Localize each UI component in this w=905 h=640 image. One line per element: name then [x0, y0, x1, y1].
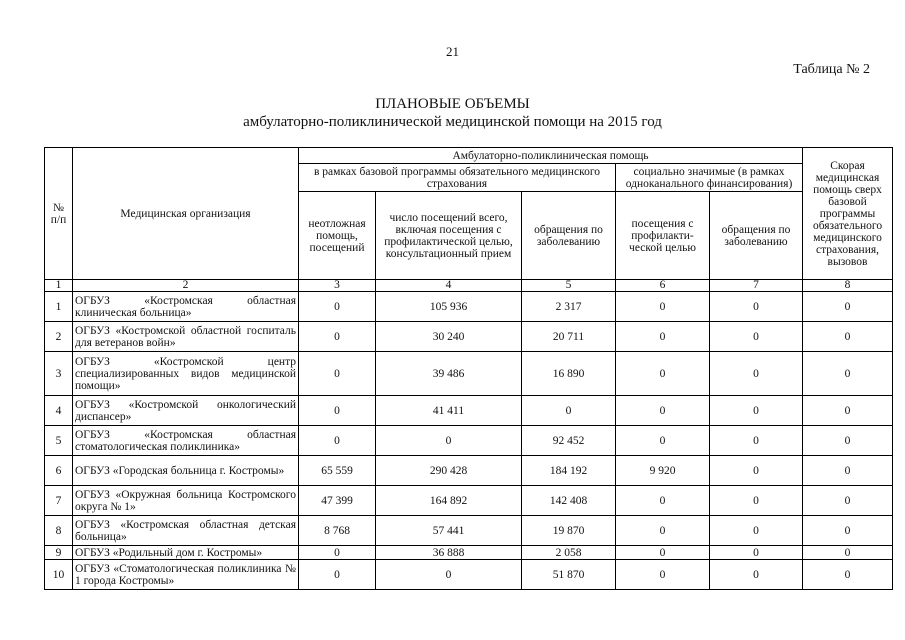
header-organization: Медицинская организация: [73, 148, 299, 280]
cell-urgent: 0: [299, 426, 376, 456]
cell-disease-appeals: 2 317: [522, 292, 616, 322]
cell-disease-appeals: 0: [522, 396, 616, 426]
header-basic-program-group: в рамках базовой программы обязательного медицинского страхования: [299, 164, 616, 192]
cell-prophylactic-visits: 0: [616, 516, 710, 546]
header-social-disease-appeals: обращения по заболеванию: [710, 192, 803, 280]
cell-emergency: 0: [803, 546, 893, 560]
table-row: [45, 486, 893, 516]
cell-disease-appeals: 51 870: [522, 560, 616, 590]
cell-emergency: 0: [803, 560, 893, 590]
column-number: 8: [803, 280, 893, 292]
planned-volumes-table: [44, 147, 893, 590]
column-number: 5: [522, 280, 616, 292]
row-number: 1: [45, 292, 73, 322]
cell-urgent: 0: [299, 546, 376, 560]
cell-emergency: 0: [803, 292, 893, 322]
organization-name: ОГБУЗ «Костромская областная детская больница»: [73, 516, 299, 546]
cell-visits-total: 0: [376, 560, 522, 590]
cell-prophylactic-visits: 0: [616, 560, 710, 590]
organization-name: ОГБУЗ «Костромская областная стоматологическая поликлиника»: [73, 426, 299, 456]
table-label: Таблица № 2: [793, 62, 870, 77]
cell-urgent: 0: [299, 560, 376, 590]
header-ambulatory-group: Амбулаторно-поликлиническая помощь: [299, 148, 803, 164]
row-number: 4: [45, 396, 73, 426]
cell-urgent: 0: [299, 322, 376, 352]
cell-prophylactic-visits: 0: [616, 322, 710, 352]
cell-emergency: 0: [803, 322, 893, 352]
cell-emergency: 0: [803, 456, 893, 486]
row-number: 8: [45, 516, 73, 546]
table-row: [45, 546, 893, 560]
cell-emergency: 0: [803, 352, 893, 396]
cell-visits-total: 0: [376, 426, 522, 456]
row-number: 5: [45, 426, 73, 456]
cell-prophylactic-visits: 0: [616, 352, 710, 396]
cell-prophylactic-visits: 0: [616, 396, 710, 426]
table-row: [45, 426, 893, 456]
row-number: 3: [45, 352, 73, 396]
organization-name: ОГБУЗ «Костромской областной госпиталь для ветеранов войн»: [73, 322, 299, 352]
column-number: 6: [616, 280, 710, 292]
header-social-group: социально значимые (в рамках одноканального финансирования): [616, 164, 803, 192]
cell-social-disease-appeals: 0: [710, 516, 803, 546]
header-num: № п/п: [45, 148, 73, 280]
row-number: 2: [45, 322, 73, 352]
cell-visits-total: 290 428: [376, 456, 522, 486]
row-number: 10: [45, 560, 73, 590]
cell-social-disease-appeals: 0: [710, 396, 803, 426]
cell-emergency: 0: [803, 486, 893, 516]
column-number: 7: [710, 280, 803, 292]
page-number: 21: [446, 44, 459, 59]
cell-social-disease-appeals: 0: [710, 426, 803, 456]
header-emergency: Скорая медицинская помощь сверх базовой программы обязательного медицинского страхования, вызовов: [803, 148, 893, 280]
column-number: 1: [45, 280, 73, 292]
cell-social-disease-appeals: 0: [710, 546, 803, 560]
cell-prophylactic-visits: 9 920: [616, 456, 710, 486]
header-visits-total: число посещений всего, включая посещения с профилактической целью, консультационный прием: [376, 192, 522, 280]
cell-prophylactic-visits: 0: [616, 426, 710, 456]
cell-urgent: 0: [299, 292, 376, 322]
cell-prophylactic-visits: 0: [616, 546, 710, 560]
table-row: [45, 396, 893, 426]
cell-visits-total: 105 936: [376, 292, 522, 322]
table-row: [45, 516, 893, 546]
cell-urgent: 0: [299, 396, 376, 426]
cell-social-disease-appeals: 0: [710, 292, 803, 322]
cell-social-disease-appeals: 0: [710, 560, 803, 590]
cell-visits-total: 57 441: [376, 516, 522, 546]
column-number-row: [45, 280, 893, 292]
column-number: 4: [376, 280, 522, 292]
organization-name: ОГБУЗ «Костромской центр специализированных видов медицинской помощи»: [73, 352, 299, 396]
cell-social-disease-appeals: 0: [710, 456, 803, 486]
cell-disease-appeals: 142 408: [522, 486, 616, 516]
header-urgent: неотложная помощь, посещений: [299, 192, 376, 280]
cell-disease-appeals: 184 192: [522, 456, 616, 486]
cell-prophylactic-visits: 0: [616, 486, 710, 516]
cell-visits-total: 36 888: [376, 546, 522, 560]
organization-name: ОГБУЗ «Стоматологическая поликлиника № 1 города Костромы»: [73, 560, 299, 590]
column-number: 2: [73, 280, 299, 292]
cell-disease-appeals: 20 711: [522, 322, 616, 352]
row-number: 6: [45, 456, 73, 486]
row-number: 7: [45, 486, 73, 516]
cell-emergency: 0: [803, 516, 893, 546]
cell-emergency: 0: [803, 426, 893, 456]
cell-disease-appeals: 2 058: [522, 546, 616, 560]
cell-disease-appeals: 16 890: [522, 352, 616, 396]
cell-urgent: 47 399: [299, 486, 376, 516]
cell-urgent: 8 768: [299, 516, 376, 546]
organization-name: ОГБУЗ «Окружная больница Костромского округа № 1»: [73, 486, 299, 516]
cell-urgent: 65 559: [299, 456, 376, 486]
document-title: ПЛАНОВЫЕ ОБЪЕМЫ: [375, 96, 530, 112]
organization-name: ОГБУЗ «Костромская областная клиническая больница»: [73, 292, 299, 322]
cell-social-disease-appeals: 0: [710, 352, 803, 396]
cell-disease-appeals: 19 870: [522, 516, 616, 546]
cell-prophylactic-visits: 0: [616, 292, 710, 322]
cell-visits-total: 41 411: [376, 396, 522, 426]
table-row: [45, 322, 893, 352]
cell-visits-total: 39 486: [376, 352, 522, 396]
table-row: [45, 292, 893, 322]
table-row: [45, 352, 893, 396]
cell-visits-total: 164 892: [376, 486, 522, 516]
cell-emergency: 0: [803, 396, 893, 426]
column-number: 3: [299, 280, 376, 292]
organization-name: ОГБУЗ «Родильный дом г. Костромы»: [73, 546, 299, 560]
organization-name: ОГБУЗ «Городская больница г. Костромы»: [73, 456, 299, 486]
cell-visits-total: 30 240: [376, 322, 522, 352]
cell-social-disease-appeals: 0: [710, 322, 803, 352]
document-subtitle: амбулаторно-поликлинической медицинской помощи на 2015 год: [243, 114, 662, 130]
table-row: [45, 560, 893, 590]
header-disease-appeals: обращения по заболеванию: [522, 192, 616, 280]
organization-name: ОГБУЗ «Костромской онкологический диспансер»: [73, 396, 299, 426]
cell-social-disease-appeals: 0: [710, 486, 803, 516]
table-row: [45, 456, 893, 486]
row-number: 9: [45, 546, 73, 560]
cell-urgent: 0: [299, 352, 376, 396]
header-prophylactic-visits: посещения с профилакти-ческой целью: [616, 192, 710, 280]
cell-disease-appeals: 92 452: [522, 426, 616, 456]
